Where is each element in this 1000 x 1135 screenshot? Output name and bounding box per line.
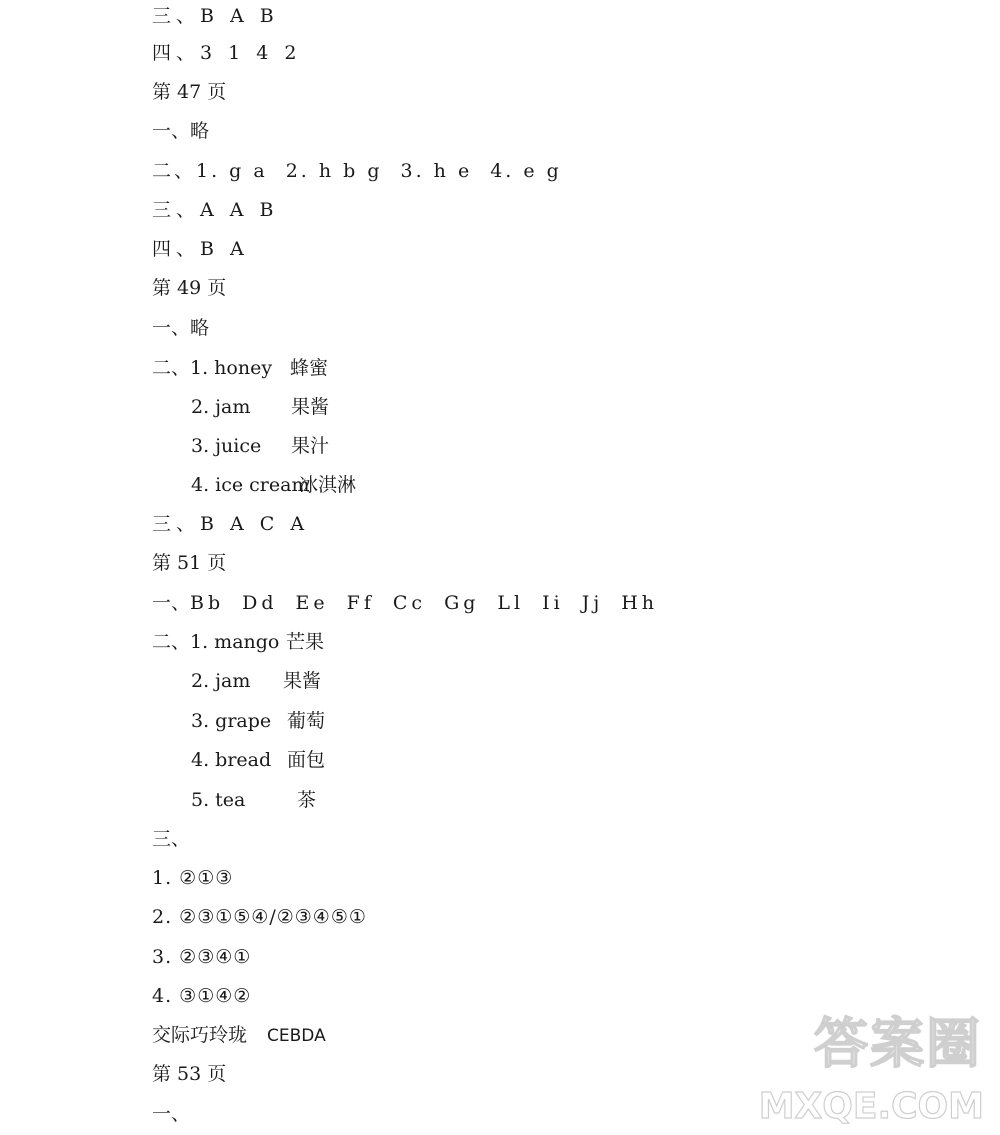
vocab-chinese: 蜂蜜 (290, 357, 329, 379)
letter-pair: Ff (346, 592, 375, 614)
vocab-row (152, 626, 324, 658)
letter-pairs (190, 592, 658, 614)
vocab-english: 1. honey (190, 357, 273, 379)
vocab-english: 4. ice cream (191, 474, 310, 496)
vocab-chinese: 葡萄 (287, 710, 326, 732)
page-heading-49: 第 49 页 (152, 277, 227, 299)
page-heading-53: 第 53 页 (152, 1063, 227, 1085)
vocab-english: 4. bread (191, 749, 272, 771)
letter-pair: Cc (392, 592, 427, 614)
vocab-row (191, 744, 325, 776)
answer-item: 二、1. g a (152, 160, 268, 182)
answer-line: 四、B A (152, 238, 249, 260)
letter-pair: Hh (621, 592, 659, 614)
answer-item: 2. h b g (285, 160, 383, 182)
letter-pair: Gg (444, 592, 480, 614)
answer-line (152, 1019, 326, 1051)
answer-line: 一、略 (152, 120, 210, 142)
vocab-row (191, 665, 321, 697)
vocab-row (191, 784, 316, 816)
vocab-english: 2. jam (191, 670, 251, 692)
letter-pair: Ii (542, 592, 564, 614)
section-prefix: 一、 (152, 592, 191, 614)
answer-line: 三、 (152, 828, 191, 850)
answer-line: 三、A A B (152, 199, 279, 221)
answer-line: 3. ②③④① (152, 946, 252, 968)
answer-line: 一、略 (152, 317, 210, 339)
vocab-row (191, 469, 356, 501)
watermark-logo (758, 1001, 988, 1131)
answer-line: 三、B A C A (152, 513, 310, 535)
watermark-top-text: 答案圈 (814, 1012, 982, 1075)
vocab-chinese: 果酱 (291, 396, 330, 418)
answer-line (152, 155, 562, 187)
vocab-english: 3. juice (191, 435, 262, 457)
watermark-bottom-text: MXQE.COM (758, 1086, 984, 1127)
section-prefix: 二、 (152, 631, 191, 653)
answer-line: 四、3 1 4 2 (152, 42, 302, 64)
letter-pair: Ee (295, 592, 329, 614)
answer-line: 一、 (152, 1103, 191, 1125)
vocab-chinese: 冰淇淋 (299, 474, 357, 496)
vocab-chinese: 芒果 (286, 631, 325, 653)
vocab-english: 5. tea (191, 789, 246, 811)
letter-pair: Jj (581, 592, 604, 614)
vocab-row (191, 705, 325, 737)
letter-pair: Dd (242, 592, 278, 614)
answer-value: CEBDA (267, 1026, 326, 1046)
answer-line: 三、B A B (152, 5, 279, 27)
answer-line: 4. ③①④② (152, 985, 252, 1007)
answer-item: 4. e g (490, 160, 562, 182)
vocab-chinese: 面包 (287, 749, 326, 771)
vocab-row (152, 352, 328, 384)
letter-pair: Ll (497, 592, 525, 614)
answer-line: 2. ②③①⑤④/②③④⑤① (152, 906, 367, 928)
vocab-chinese: 茶 (297, 789, 317, 811)
vocab-english: 2. jam (191, 396, 251, 418)
vocab-english: 1. mango (190, 631, 280, 653)
vocab-row (191, 391, 329, 423)
answer-line: 1. ②①③ (152, 867, 234, 889)
letter-pair: Bb (190, 592, 225, 614)
page-heading-47: 第 47 页 (152, 81, 227, 103)
page-heading-51: 第 51 页 (152, 552, 227, 574)
section-label: 交际巧玲珑 (152, 1024, 248, 1046)
vocab-row (191, 430, 329, 462)
letter-pairs-row (152, 587, 658, 619)
vocab-chinese: 果汁 (291, 435, 330, 457)
answer-item: 3. h e (400, 160, 473, 182)
vocab-english: 3. grape (191, 710, 272, 732)
vocab-chinese: 果酱 (283, 670, 322, 692)
section-prefix: 二、 (152, 357, 191, 379)
